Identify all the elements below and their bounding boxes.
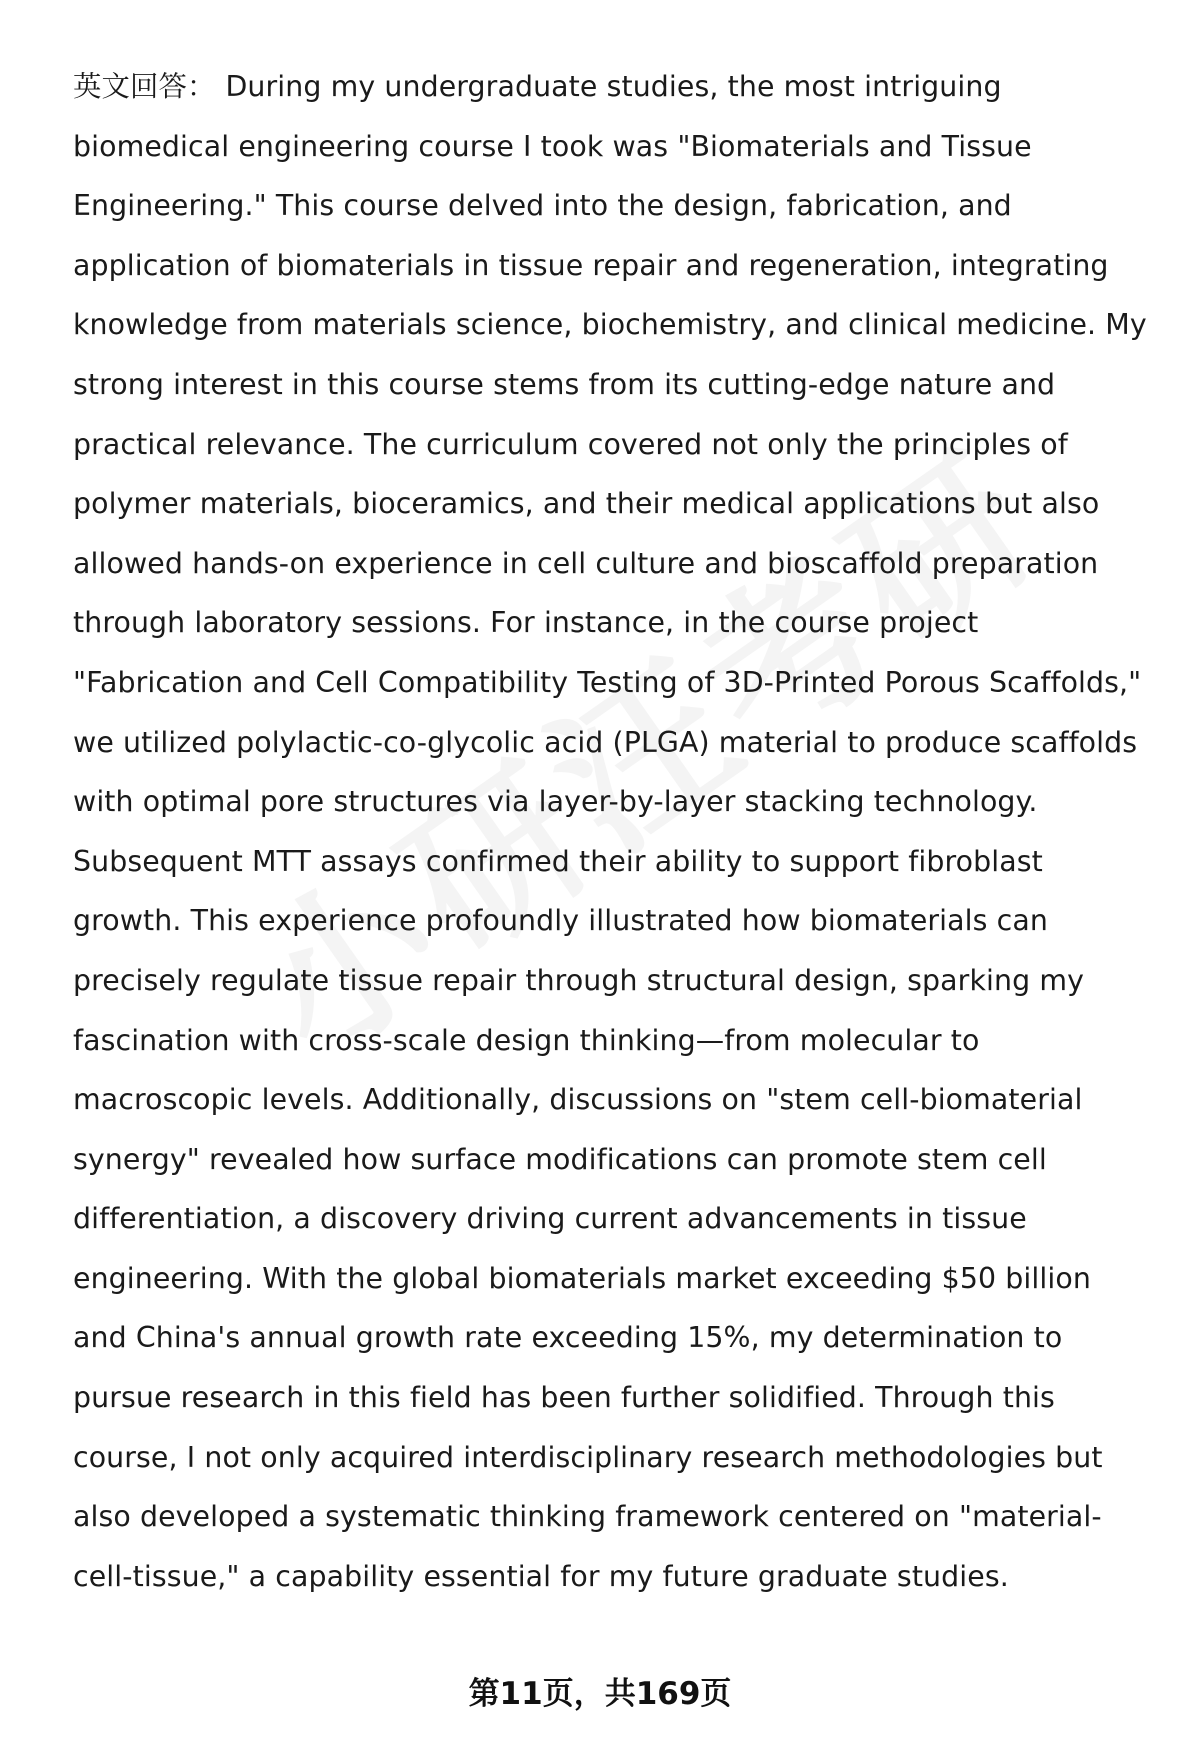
- answer-body: During my undergraduate studies, the most intriguing biomedical engineering course I took was "Biomaterials and Tissue Engineering." This course delved into the design, fabrication, and application of biomaterials in tissue repair and regeneration, integrating knowledge from materials science, biochemistry, and clinical medicine. My strong interest in this course stems from its cutting-edge nature and practical relevance. The curriculum covered not only the principles of polymer materials, bioceramics, and their medical applications but also allowed hands-on experience in cell culture and bioscaffold preparation through laboratory sessions. For instance, in the course project "Fabrication and Cell Compatibility Testing of 3D-Printed Porous Scaffolds," we utilized polylactic-co-glycolic acid (PLGA) material to produce scaffolds with optimal pore structures via layer-by-layer stacking technology. Subsequent MTT assays confirmed their ability to support fibroblast growth. This experience profoundly illustrated how biomaterials can precisely regulate tissue repair through structural design, sparking my fascination with cross-scale design thinking—from molecular to macroscopic levels. Additionally, discussions on "stem cell-biomaterial synergy" revealed how surface modifications can promote stem cell differentiation, a discovery driving current advancements in tissue engineering. With the global biomaterials market exceeding $50 billion and China's annual growth rate exceeding 15%, my determination to pursue research in this field has been further solidified. Through this course, I not only acquired interdisciplinary research methodologies but also developed a systematic thinking framework centered on "material-cell-tissue," a capability essential for my future graduate studies.: [73, 70, 1147, 1593]
- answer-paragraph: [73, 57, 1153, 1606]
- answer-label: 英文回答：: [73, 70, 216, 103]
- page-number: 第11页，共169页: [468, 1676, 732, 1712]
